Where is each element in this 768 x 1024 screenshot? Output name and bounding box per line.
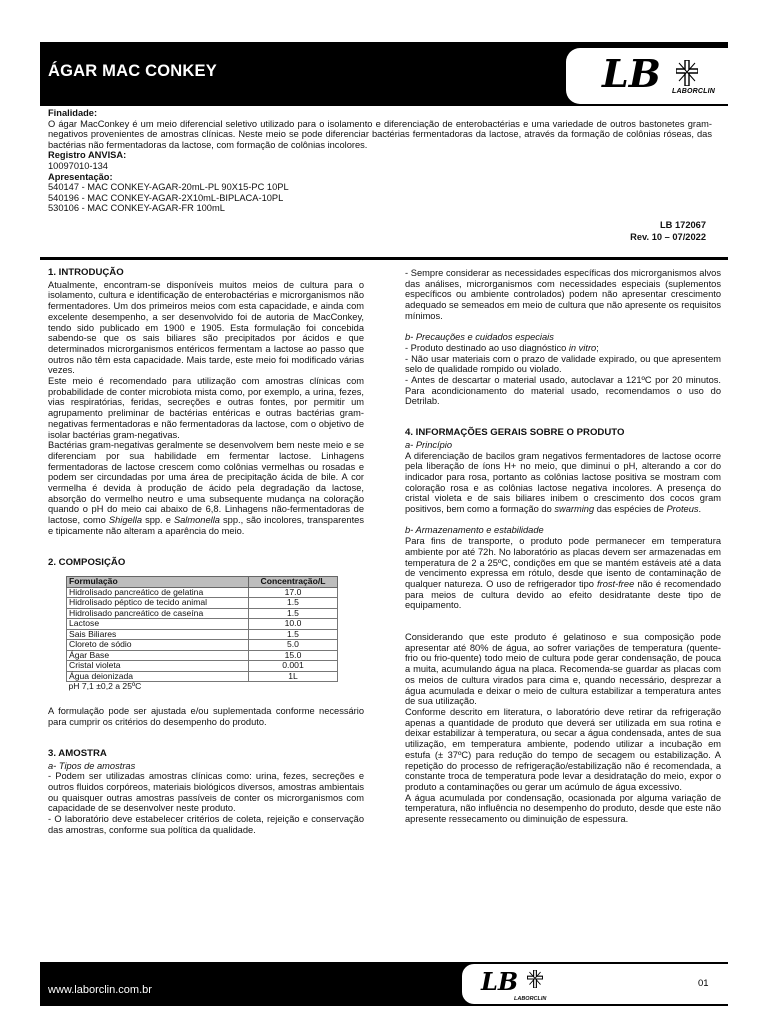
registro-label: Registro ANVISA: bbox=[48, 150, 127, 161]
apresentacao-label: Apresentação: bbox=[48, 171, 113, 182]
section-divider bbox=[40, 257, 728, 260]
footer-url[interactable]: www.laborclin.com.br bbox=[48, 984, 152, 996]
table-row: Hidrolisado pancreático de caseína 1.5 bbox=[67, 608, 338, 619]
section-1-paragraph: Bactérias gram-negativas geralmente se desenvolvem bem neste meio e se diferenciam por sua habilidade em fermentar lactose. Linhagens fermentadoras de lactose crescem como colônias vermelhas ou rosadas e podem ser circundadas por uma área de precipitação ácida de bile. A cor vermelha é devida à produção de ácido pela degradação da lactose, absorção do vermelho neutro e uma subsequente mudança na coloração quando o pH do meio cai abaixo de 6,8. Linhagens não-fermentadoras de lactose, como Shigella spp. e Salmonella spp., são incolores, transparentes e tipicamente não alteram a aparência do meio. bbox=[48, 440, 364, 536]
section-3-title: 3. AMOSTRA bbox=[48, 747, 107, 759]
section-2-title: 2. COMPOSIÇÃO bbox=[48, 556, 126, 568]
footer-brand: LABORCLIN bbox=[514, 996, 547, 1002]
precautions-subtitle: b- Precauções e cuidados especiais bbox=[405, 332, 554, 343]
table-row: Hidrolisado péptico de tecido animal 1.5 bbox=[67, 598, 338, 609]
page-number: 01 bbox=[698, 978, 709, 989]
table-header-row bbox=[67, 577, 338, 588]
composition-table bbox=[66, 576, 338, 692]
table-row: Ágar Base 15.0 bbox=[67, 650, 338, 661]
logo-lb-text: LB bbox=[602, 53, 661, 93]
storage-paragraph: Conforme descrito em literatura, o laboratório deve retirar da refrigeração apenas a quantidade de produto que deverá ser utilizada em sua rotina e deixar estabilizar à temperatura, ou secar a água condensada, antes de sua utilização, em temperatura ambiente, podendo utilizar a incubação em estufa (± 37ºC) para redução do tempo de secagem ou estabilização. A repetição do processo de refrigeração/estabilização não é recomendada, a constante troca de temperatura pode levar a desidratação do meio, expor o produto a contaminações ou gerar um acúmulo de água excessivo. bbox=[405, 706, 721, 792]
section-4-title: 4. INFORMAÇÕES GERAIS SOBRE O PRODUTO bbox=[405, 427, 625, 439]
requirements-paragraph: - Sempre considerar as necessidades específicas dos microrganismos alvos das análises, microrganismos com necessidades especiais (suplementos específicos ou ambiente controlados) podem não apresentar crescimento adequado se semeados em meio de cultura que não apresente os requisitos mínimos. bbox=[405, 268, 721, 321]
storage-subtitle: b- Armazenamento e estabilidade bbox=[405, 525, 544, 536]
apresentacao-item: 540196 - MAC CONKEY-AGAR-2X10mL-BIPLACA-10PL bbox=[48, 192, 284, 203]
table-row: Cristal violeta 0.001 bbox=[67, 661, 338, 672]
section-3-paragraph: - Podem ser utilizadas amostras clínicas como: urina, fezes, secreções e outros fluidos corpóreos, materiais biológicos diversos, amostras ambientais ou quaisquer outras amostras passíveis de conter os microrganismos com capacidade de se desenvolver neste produto. bbox=[48, 771, 364, 814]
section-1-paragraph: Este meio é recomendado para utilização com amostras clínicas com probabilidade de conter microbiota mista como, por exemplo, a urina, fezes, vias respiratórias, feridas, secreções e outras fontes, por permitir um agrupamento preliminar de bactérias entéricas e outras bactérias gram-negativas fermentadoras e não fermentadoras da lactose, com o objetivo de isolar bactérias gram-negativas. bbox=[48, 376, 364, 440]
lb-code: LB 172067 bbox=[660, 220, 706, 230]
intro-block bbox=[48, 108, 712, 214]
footer-cross-icon bbox=[527, 970, 543, 988]
section-3-paragraph: - O laboratório deve estabelecer critérios de coleta, rejeição e conservação das amostras, conforme sua política da qualidade. bbox=[48, 814, 364, 835]
storage-paragraph: Para fins de transporte, o produto pode permanecer em temperatura ambiente por até 72h. No laboratório as placas devem ser armazenadas em temperatura de 2 a 25ºC, condições em que se mantém estáveis até a data de vencimento expressa em rótulo, desde que isento de contaminação de qualquer natureza. O uso de refrigerador tipo frost-free não é recomendado para meios de cultura devido ao efeito desidratante deste tipo de equipamento. bbox=[405, 536, 721, 611]
apresentacao-item: 530106 - MAC CONKEY-AGAR-FR 100mL bbox=[48, 203, 225, 214]
principle-subtitle: a- Princípio bbox=[405, 439, 453, 450]
document-title: ÁGAR MAC CONKEY bbox=[48, 62, 217, 80]
registro-value: 10097010-134 bbox=[48, 160, 108, 171]
footer-lb-text: LB bbox=[481, 968, 519, 994]
table-ph-row: pH 7,1 ±0,2 a 25ºC bbox=[68, 681, 142, 692]
table-row: Água deionizada 1L bbox=[67, 671, 338, 682]
section-1-paragraph: Atualmente, encontram-se disponíveis muitos meios de cultura para o isolamento, cultura e identificação de enterobactérias e microrganismos não fermentadores. Um dos primeiros meios com esta capacidade, e ainda com excelente desempenho, a ser desenvolvido foi de autoria de MacConkey, tendo sido publicado em 1900 e 1905. Esta formulação foi concebida sabendo-se que os sais biliares são precipitados por ácidos e que determinados microrganismos entéricos fermentam a lactose ao passo que outros não têm esta capacidade. Mais tarde, este meio foi modificado várias vezes. bbox=[48, 279, 364, 376]
principle-paragraph: A diferenciação de bacilos gram negativos fermentadores de lactose ocorre pela liberação de íons H+ no meio, que diminui o pH, alterando a cor do indicador para rosa, portanto as colônias lactose positiva se mostram com coloração rosa e as colônias lactose negativa incolores. A presença do cristal violeta e de sais biliares inibem o crescimento dos cocos gram positivos, bem como a formação do swarming das espécies de Proteus. bbox=[405, 450, 721, 515]
section-2-paragraph: A formulação pode ser ajustada e/ou suplementada conforme necessário para cumprir os critérios do desempenho do produto. bbox=[48, 706, 364, 728]
storage-paragraph: A água acumulada por condensação, ocasionada por alguma variação de temperatura, não influência no desempenho do produto, desde que este não apresente ressecamento ou diminuição de espessura. bbox=[405, 792, 721, 825]
finalidade-text: O ágar MacConkey é um meio diferencial seletivo utilizado para o isolamento e diferenciação de enterobactérias e uma variedade de outros bastonetes gram-negativos provenientes de amostras clínicas. Neste meio se pode diferenciar bactérias fermentadoras da lactose, através da formação de colônias róseas, das bactérias não fermentadoras da lactose, com formação de colônias incolores. bbox=[48, 118, 712, 150]
right-column bbox=[405, 268, 721, 825]
laborclin-lb-logo bbox=[600, 53, 668, 93]
precaution-item: - Produto destinado ao uso diagnóstico in vitro; bbox=[405, 342, 599, 353]
revision: Rev. 10 – 07/2022 bbox=[630, 232, 706, 242]
table-row: Cloreto de sódio 5.0 bbox=[67, 640, 338, 651]
storage-paragraph: Considerando que este produto é gelatinoso e sua composição pode apresentar até 80% de água, ao sofrer variações de temperatura (quente-frio ou frio-quente) todo meio de cultura pode gerar condensação, de pouca a muita, acumulando água na placa. Recomenda-se guardar as placas com os meios de cultura virados para cima e, quando necessário, desprezar a água acumulada e deixar o meio de cultura estabilizar a temperatura antes de sua utilização. bbox=[405, 632, 721, 707]
logo-brand: LABORCLIN bbox=[672, 88, 716, 95]
column-header: Concentração/L bbox=[249, 577, 338, 588]
left-column bbox=[48, 268, 364, 836]
table-row: Lactose 10.0 bbox=[67, 619, 338, 630]
precaution-item: - Antes de descartar o material usado, autoclavar a 121ºC por 20 minutos. Para acondicionamento do material usado, recomendamos o uso do Detrilab. bbox=[405, 375, 721, 407]
column-header: Formulação bbox=[67, 577, 249, 588]
section-3-subtitle: a- Tipos de amostras bbox=[48, 760, 136, 771]
apresentacao-item: 540147 - MAC CONKEY-AGAR-20mL-PL 90X15-PC 10PL bbox=[48, 182, 289, 193]
cross-icon bbox=[676, 60, 698, 86]
finalidade-label: Finalidade: bbox=[48, 108, 98, 118]
document-code bbox=[630, 219, 706, 243]
precaution-item: - Não usar materiais com o prazo de validade expirado, ou que apresentem selo de qualidade rompido ou violado. bbox=[405, 353, 721, 375]
section-1-title: 1. INTRODUÇÃO bbox=[48, 267, 124, 278]
table-row: Sais Biliares 1.5 bbox=[67, 629, 338, 640]
table-row: Hidrolisado pancreático de gelatina 17.0 bbox=[67, 587, 338, 598]
footer-lb-logo bbox=[480, 968, 522, 994]
